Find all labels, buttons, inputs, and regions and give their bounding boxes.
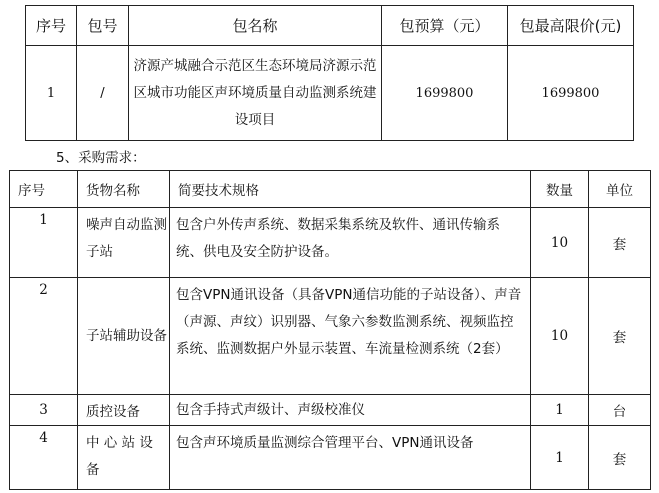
package-table-header [26, 6, 634, 46]
row-goods: 噪声自动监测子站 [78, 208, 170, 278]
row-seq: 3 [10, 395, 78, 426]
header-goods: 货物名称 [78, 171, 170, 208]
requirements-header [10, 171, 651, 208]
row-spec: 包含户外传声系统、数据采集系统及软件、通讯传输系统、供电及安全防护设备。 [170, 208, 531, 278]
row-seq: 4 [10, 426, 78, 490]
pkg-budget: 1699800 [382, 46, 508, 141]
row-unit: 套 [589, 426, 651, 490]
row-unit: 套 [589, 278, 651, 395]
header-spec: 简要技术规格 [170, 171, 531, 208]
header-seq: 序号 [10, 171, 78, 208]
table-row [10, 208, 651, 278]
pkg-seq: 1 [26, 46, 77, 141]
header-pkg-name: 包名称 [129, 6, 382, 46]
header-qty: 数量 [531, 171, 589, 208]
header-seq: 序号 [26, 6, 77, 46]
row-spec: 包含声环境质量监测综合管理平台、VPN通讯设备 [170, 426, 531, 490]
header-pkg-no: 包号 [77, 6, 129, 46]
row-goods: 质控设备 [78, 395, 170, 426]
pkg-no: / [77, 46, 129, 141]
row-seq: 1 [10, 208, 78, 278]
row-spec: 包含VPN通讯设备（具备VPN通信功能的子站设备）、声音（声源、声纹）识别器、气象六参数监测系统、视频监控系统、监测数据户外显示装置、车流量检测系统（2套） [170, 278, 531, 395]
package-table [25, 5, 634, 141]
row-goods: 子站辅助设备 [78, 278, 170, 395]
row-qty: 10 [531, 278, 589, 395]
row-goods: 中 心 站 设 备 [78, 426, 170, 490]
row-seq: 2 [10, 278, 78, 395]
row-qty: 10 [531, 208, 589, 278]
pkg-max-price: 1699800 [508, 46, 634, 141]
header-budget: 包预算（元） [382, 6, 508, 46]
table-row [10, 395, 651, 426]
table-row [10, 278, 651, 395]
row-spec: 包含手持式声级计、声级校准仪 [170, 395, 531, 426]
row-unit: 套 [589, 208, 651, 278]
table-row [10, 426, 651, 490]
header-max-price: 包最高限价(元) [508, 6, 634, 46]
section-title: 5、采购需求： [56, 150, 146, 166]
requirements-table [9, 170, 651, 490]
package-row [26, 46, 634, 141]
row-qty: 1 [531, 426, 589, 490]
header-unit: 单位 [589, 171, 651, 208]
row-unit: 台 [589, 395, 651, 426]
pkg-name: 济源产城融合示范区生态环境局济源示范区城市功能区声环境质量自动监测系统建设项目 [129, 46, 382, 141]
row-qty: 1 [531, 395, 589, 426]
